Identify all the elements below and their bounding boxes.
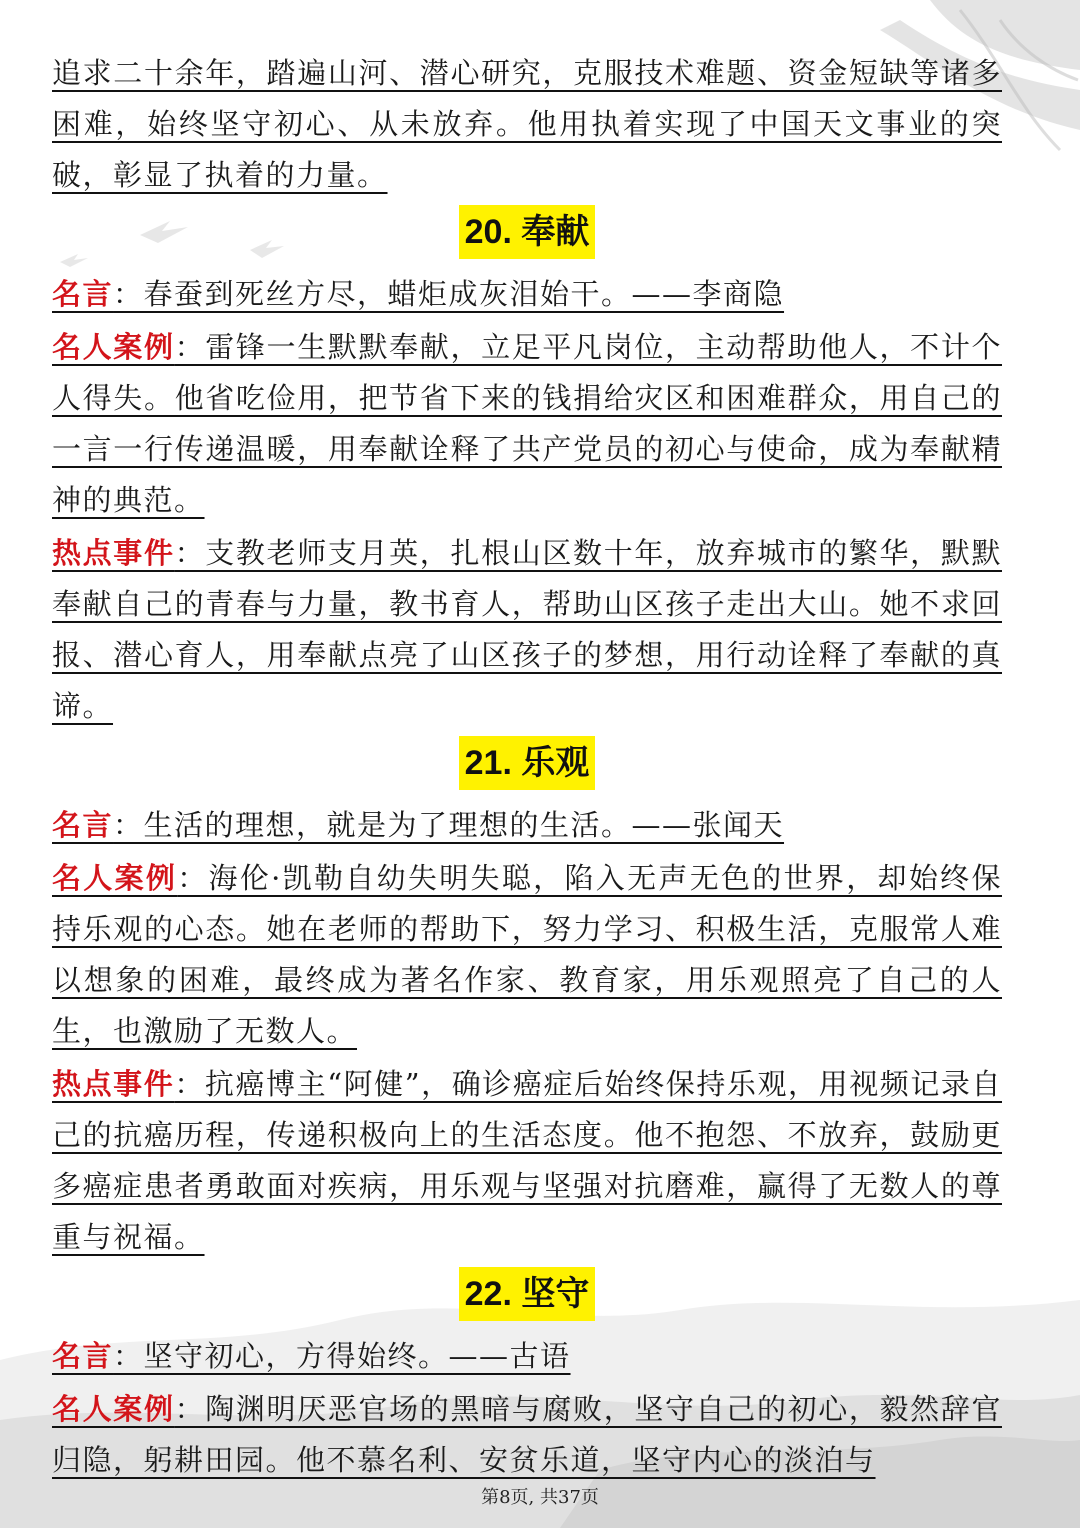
section-title: 21. 乐观 [459,736,596,790]
quote-paragraph [52,800,1002,851]
case-text: ：海伦·凯勒自幼失明失聪，陷入无声无色的世界，却始终保持乐观的心态。她在老师的帮助下，努力学习、积极生活，克服常人难以想象的困难，最终成为著名作家、教育家，用乐观照亮了自己的人生，也激励了无数人。 [52,861,1002,1048]
quote-label: 名言 [52,1339,114,1373]
quote-label: 名言 [52,277,114,311]
quote-text: ：坚守初心，方得始终。——古语 [113,1339,571,1373]
quote-text: ：生活的理想，就是为了理想的生活。——张闻天 [113,808,785,842]
quote-paragraph [52,1331,1002,1382]
page-number: 第8页, 共37页 [481,1487,599,1508]
event-paragraph [52,1059,1002,1263]
quote-paragraph [52,269,1002,320]
section-heading-20 [52,205,1002,263]
section-heading-22 [52,1267,1002,1325]
case-paragraph [52,322,1002,526]
event-paragraph [52,528,1002,732]
case-label: 名人案例 [52,861,178,895]
quote-label: 名言 [52,808,114,842]
event-text: ：支教老师支月英，扎根山区数十年，放弃城市的繁华，默默奉献自己的青春与力量，教书育人，帮助山区孩子走出大山。她不求回报、潜心育人，用奉献点亮了山区孩子的梦想，用行动诠释了奉献的真谛。 [52,536,1002,723]
case-label: 名人案例 [52,330,175,364]
case-paragraph [52,853,1002,1057]
page-footer [0,1483,1080,1509]
quote-text: ：春蚕到死丝方尽，蜡炬成灰泪始干。——李商隐 [113,277,785,311]
intro-paragraph [52,48,1002,201]
document-page [52,48,1002,1488]
case-paragraph [52,1384,1002,1486]
event-label: 热点事件 [52,1067,175,1101]
event-label: 热点事件 [52,536,175,570]
intro-text: 追求二十余年，踏遍山河、潜心研究，克服技术难题、资金短缺等诸多困难，始终坚守初心、从未放弃。他用执着实现了中国天文事业的突破，彰显了执着的力量。 [52,56,1002,192]
section-title: 22. 坚守 [459,1267,596,1321]
event-text: ：抗癌博主“阿健”，确诊癌症后始终保持乐观，用视频记录自己的抗癌历程，传递积极向上的生活态度。他不抱怨、不放弃，鼓励更多癌症患者勇敢面对疾病，用乐观与坚强对抗磨难，赢得了无数人的尊重与祝福。 [52,1067,1002,1254]
case-text: ：雷锋一生默默奉献，立足平凡岗位，主动帮助他人，不计个人得失。他省吃俭用，把节省下来的钱捐给灾区和困难群众，用自己的一言一行传递温暖，用奉献诠释了共产党员的初心与使命，成为奉献精神的典范。 [52,330,1002,517]
section-title: 20. 奉献 [459,205,596,259]
case-text: ：陶渊明厌恶官场的黑暗与腐败，坚守自己的初心，毅然辞官归隐，躬耕田园。他不慕名利、安贫乐道，坚守内心的淡泊与 [52,1392,1002,1477]
section-heading-21 [52,736,1002,794]
case-label: 名人案例 [52,1392,175,1426]
